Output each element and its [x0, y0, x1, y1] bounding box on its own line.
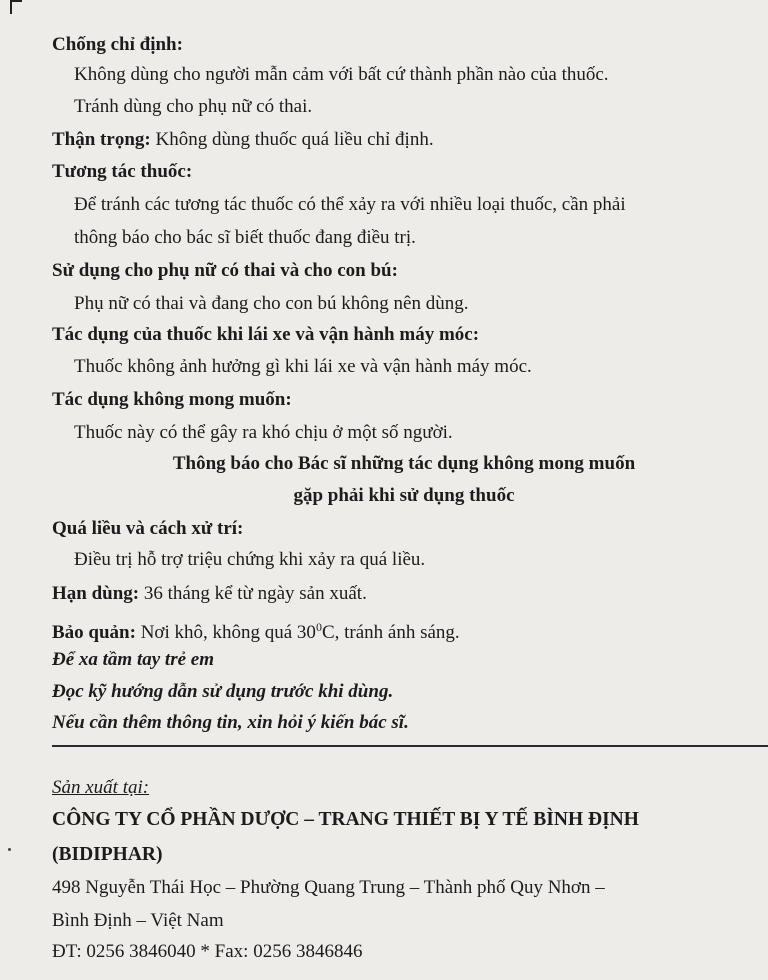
manufacturer-address-line-2: Bình Định – Việt Nam — [52, 910, 224, 931]
manufacturer-label: Sản xuất tại: — [52, 777, 150, 798]
driving-line-1: Thuốc không ảnh hưởng gì khi lái xe và vận hành máy móc. — [74, 356, 532, 377]
interactions-line-2: thông báo cho bác sĩ biết thuốc đang điều trị. — [74, 227, 416, 248]
storage-text-before: Nơi khô, không quá 30 — [135, 622, 316, 643]
overdose-heading: Quá liều và cách xử trí: — [52, 518, 244, 539]
interactions-heading: Tương tác thuốc: — [52, 161, 193, 182]
precautions-text: Không dùng thuốc quá liều chỉ định. — [150, 129, 434, 150]
expiry-line — [52, 582, 367, 606]
storage-heading: Bảo quản: — [52, 622, 136, 643]
notice-line-2: gặp phải khi sử dụng thuốc — [293, 485, 515, 506]
margin-speck — [8, 848, 11, 851]
storage-line — [52, 615, 460, 645]
side-effects-line-1: Thuốc này có thể gây ra khó chịu ở một số người. — [74, 422, 453, 443]
pregnancy-line-1: Phụ nữ có thai và đang cho con bú không nên dùng. — [74, 293, 469, 314]
section-divider — [52, 745, 768, 747]
overdose-line-1: Điều trị hỗ trợ triệu chứng khi xảy ra quá liều. — [74, 549, 426, 570]
warning-ask-doctor: Nếu cần thêm thông tin, xin hỏi ý kiến bác sĩ. — [52, 712, 409, 733]
expiry-text: 36 tháng kể từ ngày sản xuất. — [139, 583, 367, 604]
notice-line-1: Thông báo cho Bác sĩ những tác dụng không mong muốn — [172, 453, 636, 474]
expiry-heading: Hạn dùng: — [52, 583, 140, 604]
manufacturer-company-name: CÔNG TY CỔ PHẦN DƯỢC – TRANG THIẾT BỊ Y TẾ BÌNH ĐỊNH — [52, 809, 639, 830]
manufacturer-address-line-1: 498 Nguyễn Thái Học – Phường Quang Trung – Thành phố Quy Nhơn – — [52, 877, 605, 898]
crop-mark-horizontal — [10, 0, 22, 2]
storage-text-after: C, tránh ánh sáng. — [321, 622, 460, 643]
precautions-heading: Thận trọng: — [52, 129, 151, 150]
driving-heading: Tác dụng của thuốc khi lái xe và vận hành máy móc: — [52, 324, 480, 345]
storage-degree-superscript: 0 — [315, 620, 322, 634]
pregnancy-heading: Sử dụng cho phụ nữ có thai và cho con bú: — [52, 260, 398, 281]
warning-keep-away: Để xa tầm tay trẻ em — [52, 649, 214, 670]
precautions-line — [52, 128, 434, 152]
contraindications-line-2: Tránh dùng cho phụ nữ có thai. — [74, 96, 313, 117]
interactions-line-1: Để tránh các tương tác thuốc có thể xảy ra với nhiều loại thuốc, cần phải — [74, 194, 626, 215]
side-effects-heading: Tác dụng không mong muốn: — [52, 389, 292, 410]
crop-mark — [10, 0, 12, 14]
warning-read-instructions: Đọc kỹ hướng dẫn sử dụng trước khi dùng. — [52, 681, 394, 702]
contraindications-heading: Chống chỉ định: — [52, 34, 183, 55]
contraindications-line-1: Không dùng cho người mẫn cảm với bất cứ thành phần nào của thuốc. — [74, 64, 609, 85]
manufacturer-company-short-name: (BIDIPHAR) — [52, 844, 163, 865]
manufacturer-contact: ĐT: 0256 3846040 * Fax: 0256 3846846 — [52, 941, 363, 962]
